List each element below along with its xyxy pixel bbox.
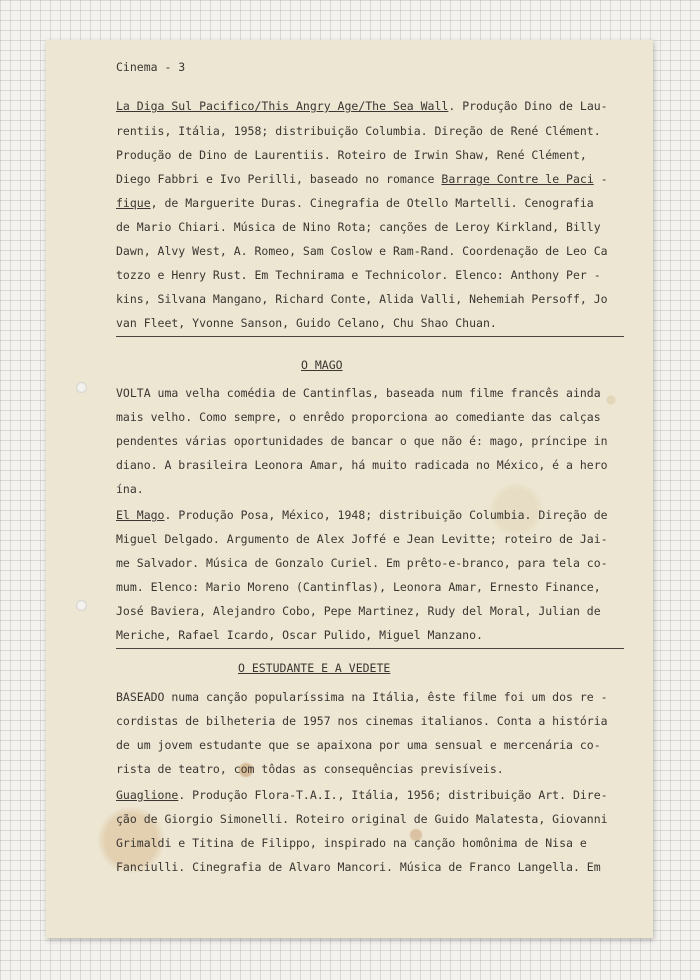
section-title: O MAGO [301,358,343,372]
text-line: La Diga Sul Pacifico/This Angry Age/The Sea Wall. Produção Dino de Lau- [116,99,608,113]
film-title: Guaglione [116,788,179,802]
text-line: kins, Silvana Mangano, Richard Conte, Alida Valli, Nehemiah Persoff, Jo [116,292,608,306]
text-line: Fanciulli. Cinegrafia de Alvaro Mancori. Música de Franco Langella. Em [116,860,601,874]
typewritten-page [46,40,653,938]
text-line: Dawn, Alvy West, A. Romeo, Sam Coslow e Ram-Rand. Coordenação de Leo Ca [116,244,608,258]
section-title: O ESTUDANTE E A VEDETE [238,661,391,675]
text-line: me Salvador. Música de Gonzalo Curiel. Em prêto-e-branco, para tela co- [116,556,608,570]
text-line: mum. Elenco: Mario Moreno (Cantinflas), Leonora Amar, Ernesto Finance, [116,580,601,594]
text-line: pendentes várias oportunidades de bancar o que não é: mago, príncipe in [116,434,608,448]
text-line: El Mago. Produção Posa, México, 1948; distribuição Columbia. Direção de [116,508,608,522]
text-line: Guaglione. Produção Flora-T.A.I., Itália, 1956; distribuição Art. Dire- [116,788,608,802]
text-line: tozzo e Henry Rust. Em Technirama e Technicolor. Elenco: Anthony Per - [116,268,601,282]
section-divider [116,648,624,649]
page-header: Cinema - 3 [116,60,186,74]
text-line: cordistas de bilheteria de 1957 nos cinemas italianos. Conta a história [116,714,608,728]
punch-hole [76,382,87,393]
text-line: BASEADO numa canção popularíssima na Itália, êste filme foi um dos re - [116,690,608,704]
text-line: fique, de Marguerite Duras. Cinegrafia de Otello Martelli. Cenografia [116,196,594,210]
text-line: diano. A brasileira Leonora Amar, há muito radicada no México, é a hero [116,458,608,472]
punch-hole [76,600,87,611]
text-line: José Baviera, Alejandro Cobo, Pepe Martinez, Rudy del Moral, Julian de [116,604,601,618]
text-line: VOLTA uma velha comédia de Cantinflas, baseada num filme francês ainda [116,386,601,400]
text-line: ção de Giorgio Simonelli. Roteiro original de Guido Malatesta, Giovanni [116,812,608,826]
text-line: Miguel Delgado. Argumento de Alex Joffé e Jean Levitte; roteiro de Jai- [116,532,608,546]
text-line: Produção de Dino de Laurentiis. Roteiro de Irwin Shaw, René Clément, [116,148,587,162]
text-line: de Mario Chiari. Música de Nino Rota; canções de Leroy Kirkland, Billy [116,220,601,234]
film-title: El Mago [116,508,165,522]
text-line: de um jovem estudante que se apaixona por uma sensual e mercenária co- [116,738,601,752]
text-line: mais velho. Como sempre, o enrêdo proporciona ao comediante das calças [116,410,601,424]
text-line: rentiis, Itália, 1958; distribuição Columbia. Direção de René Clément. [116,124,601,138]
text-line: van Fleet, Yvonne Sanson, Guido Celano, Chu Shao Chuan. [116,316,497,330]
film-title: La Diga Sul Pacifico/This Angry Age/The Sea Wall [116,99,449,113]
section-divider [116,336,624,337]
text-line: ína. [116,482,144,496]
text-line: Grimaldi e Titina de Filippo, inspirado na canção homônima de Nisa e [116,836,587,850]
text-line: Meriche, Rafael Icardo, Oscar Pulido, Miguel Manzano. [116,628,483,642]
text-line: Diego Fabbri e Ivo Perilli, baseado no romance Barrage Contre le Paci - [116,172,608,186]
text-line: rista de teatro, com tôdas as consequências previsíveis. [116,762,504,776]
